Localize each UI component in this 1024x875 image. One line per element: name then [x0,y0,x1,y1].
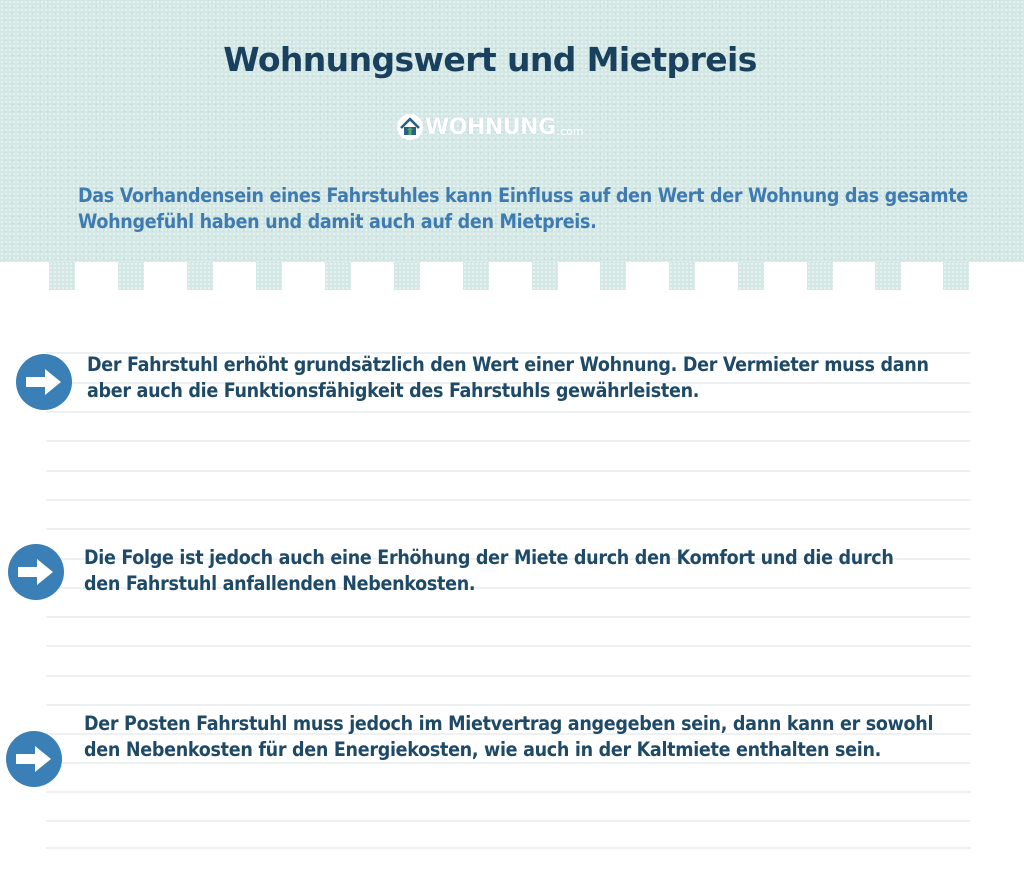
notebook-tab [118,262,144,290]
notebook-tab [807,262,833,290]
ruled-line [46,704,971,706]
notebook-tab [600,262,626,290]
ruled-line [46,847,971,849]
ruled-line [46,645,971,647]
notebook-tab [943,262,969,290]
notebook-tab [49,262,75,290]
ruled-line [46,675,971,677]
arrow-right-icon [16,354,72,410]
header-banner [0,0,1024,262]
notebook-tab [394,262,420,290]
notebook-tab [738,262,764,290]
list-item-text: Der Posten Fahrstuhl muss jedoch im Mietvertrag angegeben sein, dann kann er sowohl den Nebenkosten für den Energiekosten, wie auch in der Kaltmiete enthalten sein. [84,712,934,761]
notebook-tab [669,262,695,290]
ruled-line [46,616,971,618]
logo-name: WOHNUNG [425,114,556,140]
ruled-line [46,440,971,442]
arrow-right-icon [8,544,64,600]
notebook-tab [875,262,901,290]
page-title: Wohnungswert und Mietpreis [223,40,757,80]
ruled-line [46,820,971,822]
ruled-line [46,499,971,501]
list-item-text: Die Folge ist jedoch auch eine Erhöhung der Miete durch den Komfort und die durch den Fahrstuhl anfallenden Nebenkosten. [84,546,894,595]
ruled-line [46,411,971,413]
notebook-tab [463,262,489,290]
list-item-text: Der Fahrstuhl erhöht grundsätzlich den Wert einer Wohnung. Der Vermieter muss dann aber auch die Funktionsfähigkeit des Fahrstuhls gewährleisten. [87,353,929,402]
notebook-tab [532,262,558,290]
logo-suffix: .com [556,124,584,138]
ruled-line [46,791,971,793]
notebook-tab [325,262,351,290]
ruled-line [46,470,971,472]
notebook-tab [187,262,213,290]
notebook-tabs [0,262,1024,294]
ruled-line [46,528,971,530]
intro-text: Das Vorhandensein eines Fahrstuhles kann Einfluss auf den Wert der Wohnung das gesamte Wohngefühl haben und damit auch auf den Mietpreis. [78,184,968,233]
house-icon [396,113,424,141]
arrow-right-icon [6,731,62,787]
site-logo[interactable] [396,112,584,142]
notebook-tab [256,262,282,290]
